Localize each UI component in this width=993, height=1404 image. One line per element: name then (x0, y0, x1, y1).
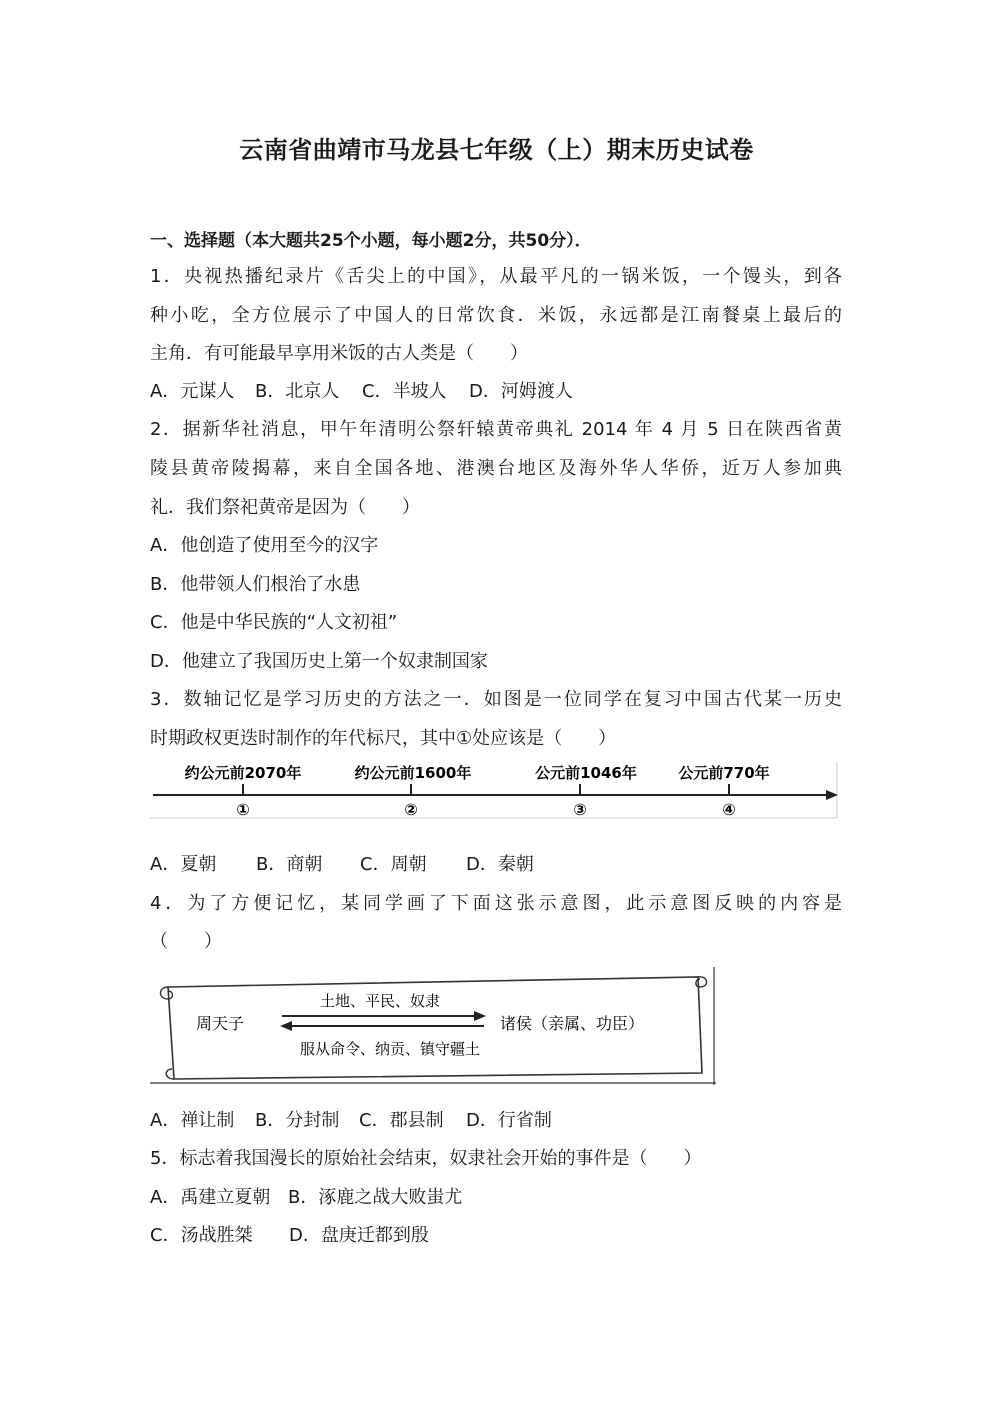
q5-option-c[interactable]: C．汤战胜桀 (150, 1225, 253, 1246)
timeline-label-1: 约公元前2070年 (184, 764, 302, 782)
page-title: 云南省曲靖市马龙县七年级（上）期末历史试卷 (239, 136, 754, 164)
q1-line-1: 1．央视热播纪录片《舌尖上的中国》，从最平凡的一锅米饭，一个馒头，到各 (150, 266, 842, 287)
timeline-label-4: 公元前770年 (678, 764, 770, 782)
q2-line-1: 2．据新华社消息，甲午年清明公祭轩辕黄帝典礼 2014 年 4 月 5 日在陕西省黄 (150, 419, 842, 440)
q4-option-d[interactable]: D．行省制 (466, 1110, 552, 1131)
timeline-label-3: 公元前1046年 (535, 764, 637, 782)
timeline-label-2: 约公元前1600年 (354, 764, 472, 782)
diagram-bottom-label: 服从命令、纳贡、镇守疆土 (299, 1040, 481, 1058)
q3-option-b[interactable]: B．商朝 (256, 854, 323, 875)
diagram-right-label: 诸侯（亲属、功臣） (499, 1014, 645, 1033)
timeline-mark-1: ① (236, 800, 250, 819)
timeline-tick-1 (185, 764, 302, 819)
timeline-tick-4 (678, 764, 769, 819)
q4-option-c[interactable]: C．郡县制 (359, 1110, 444, 1131)
q5-option-a[interactable]: A．禹建立夏朝 (150, 1187, 271, 1208)
q2-option-b[interactable]: B．他带领人们根治了水患 (150, 574, 361, 595)
q4-line-1: 4．为了方便记忆，某同学画了下面这张示意图，此示意图反映的内容是 (150, 893, 842, 914)
q3-option-c[interactable]: C．周朝 (360, 854, 427, 875)
q2-option-c[interactable]: C．他是中华民族的“人文初祖” (150, 612, 398, 633)
timeline-tick-2 (355, 764, 472, 819)
timeline-mark-2: ② (404, 800, 418, 819)
q4-option-a[interactable]: A．禅让制 (150, 1110, 235, 1131)
timeline-tick-3 (535, 764, 637, 819)
diagram-left-label: 周天子 (195, 1014, 245, 1033)
q5-options-row2 (150, 1224, 850, 1248)
section-heading: 一、选择题（本大题共25个小题，每小题2分，共50分）． (150, 231, 592, 251)
timeline-arrowhead (826, 790, 838, 800)
q4-option-b[interactable]: B．分封制 (255, 1110, 340, 1131)
q1-option-c[interactable]: C．半坡人 (362, 381, 447, 402)
q2-line-3: 礼．我们祭祀黄帝是因为（ ） (150, 497, 420, 518)
q5-options-row1 (150, 1186, 850, 1210)
q1-option-b[interactable]: B．北京人 (255, 381, 340, 402)
q1-option-a[interactable]: A．元谋人 (150, 381, 235, 402)
q1-options (150, 380, 850, 404)
q3-line-2: 时期政权更迭时制作的年代标尺，其中①处应该是（ ） (150, 728, 617, 749)
q5-option-d[interactable]: D．盘庚迁都到殷 (289, 1225, 429, 1246)
q1-line-3: 主角．有可能最早享用米饭的古人类是（ ） (150, 343, 528, 364)
q4-options (150, 1109, 850, 1133)
q5-line-1: 5．标志着我国漫长的原始社会结束，奴隶社会开始的事件是（ ） (150, 1148, 702, 1169)
timeline-mark-3: ③ (573, 800, 587, 819)
q3-option-d[interactable]: D．秦朝 (466, 854, 534, 875)
q4-line-2: （ ） (150, 931, 222, 952)
q1-line-2: 种小吃，全方位展示了中国人的日常饮食．米饭，永远都是江南餐桌上最后的 (150, 305, 842, 326)
diagram-top-label: 土地、平民、奴隶 (319, 992, 441, 1010)
q3-line-1: 3．数轴记忆是学习历史的方法之一．如图是一位同学在复习中国古代某一历史 (150, 689, 842, 710)
q2-line-2: 陵县黄帝陵揭幕，来自全国各地、港澳台地区及海外华人华侨，近万人参加典 (150, 458, 842, 479)
timeline-figure (150, 760, 840, 822)
q2-option-a[interactable]: A．他创造了使用至今的汉字 (150, 535, 379, 556)
q5-option-b[interactable]: B．涿鹿之战大败蚩尤 (288, 1187, 463, 1208)
q2-option-d[interactable]: D．他建立了我国历史上第一个奴隶制国家 (150, 651, 488, 672)
fengjian-diagram (150, 965, 718, 1087)
timeline-mark-4: ④ (722, 800, 736, 819)
q3-options (150, 853, 850, 877)
q3-option-a[interactable]: A．夏朝 (150, 854, 217, 875)
q1-option-d[interactable]: D．河姆渡人 (469, 381, 573, 402)
